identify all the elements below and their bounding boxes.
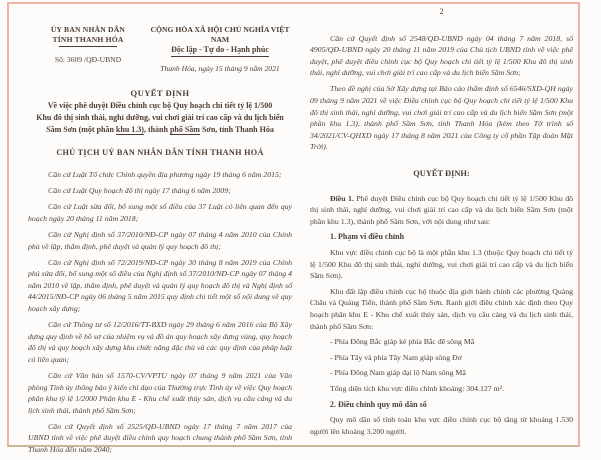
recital-paragraph: Theo đề nghị của Sở Xây dựng tại Báo cáo thẩm định số 6546/SXD-QH ngày 09 tháng 9 năm 2021 về việc Điều chỉnh cục bộ Quy hoạch chi tiết tỷ lệ 1/500 Khu đô thị sinh thái, nghỉ dưỡng, vui chơi giải trí cao cấp và du lịch biển Sầm Sơn (một phần khu 1.3), thành phố Sầm Sơn, tỉnh Thanh Hóa (kèm theo Tờ trình số 34/2021/CV-QHXD ngày 17 tháng 8 năm 2021 của Công ty cổ phần Tập đoàn Mặt Trời). <box>310 84 573 152</box>
page-number: 2 <box>439 7 444 16</box>
document-page-2 <box>310 6 573 441</box>
document-number: Số: 3609 /QĐ-UBND <box>54 55 122 64</box>
document-page-1 <box>28 25 292 460</box>
decision-title-block <box>28 87 292 136</box>
recital-paragraph: Căn cứ Luật Tổ chức Chính quyền địa phương ngày 19 tháng 6 năm 2015; <box>48 170 282 180</box>
section-1-paragraph: Khu vực điều chỉnh cục bộ là một phần khu 1.3 (thuộc Quy hoạch chi tiết tỷ lệ 1/500 Khu đô thị sinh thái, nghỉ dưỡng, vui chơi giải trí cao cấp và du lịch biển Sầm Sơn). <box>310 248 573 281</box>
boundary-item: - Phía Đông Bắc giáp kè phía Bắc đê sông Mã <box>330 337 475 347</box>
issuer-name-line2: TỈNH THANH HÓA <box>28 35 148 47</box>
recital-paragraph: Căn cứ Văn bản số 1570-CV/VPTU ngày 07 tháng 9 năm 2021 của Văn phòng Tỉnh ủy thông báo ý kiến chỉ đạo của Thường trực Tỉnh ủy về việc Quy hoạch phân khu tỷ lệ 1/2000 Phân khu E - Khu chế xuất thủy sản, dịch vụ cầu cảng và du lịch sinh thái, thành phố Sầm Sơn; <box>28 371 292 415</box>
issuing-official-title: CHỦ TỊCH UỶ BAN NHÂN DÂN TỈNH THANH HOÁ <box>56 147 264 157</box>
document-header <box>28 25 292 74</box>
article-1-label: Điều 1. <box>330 193 354 203</box>
national-header-block <box>148 25 292 74</box>
recital-paragraph: Căn cứ Nghị định số 72/2019/NĐ-CP ngày 30 tháng 8 năm 2019 của Chính phủ sửa đổi, bổ sung một số điều của Nghị định số 37/2010/NĐ-CP ngày 07 tháng 4 năm 2010 về lập, thẩm định, phê duyệt và quản lý quy hoạch đô thị và Nghị định số 44/2015/NĐ-CP ngày 06 tháng 5 năm 2015 quy định chi tiết một số nội dung về quy hoạch xây dựng; <box>28 257 292 314</box>
recital-paragraph: Căn cứ Luật Quy hoạch đô thị ngày 17 tháng 6 năm 2009; <box>48 186 231 196</box>
article-1-text: Phê duyệt Điều chỉnh cục bộ Quy hoạch chi tiết tỷ lệ 1/500 Khu đô thị sinh thái, nghỉ dưỡng, vui chơi giải trí cao cấp và du lịch biển Sầm Sơn (một phần khu 1.3), thành phố Sầm Sơn, với nội dung như sau: <box>310 193 573 226</box>
decision-heading: QUYẾT ĐỊNH: <box>413 169 470 179</box>
place-dateline: Thanh Hóa, ngày 15 tháng 9 năm 2021 <box>160 63 280 73</box>
document-type: QUYẾT ĐỊNH <box>130 87 190 98</box>
title-line-4-part: , thành <box>143 124 170 134</box>
section-2-paragraph: Quy mô dân số tính toán khu vực điều chỉnh cục bộ tăng từ khoảng 1.530 người lên khoảng 3.200 người. <box>310 415 573 436</box>
recital-paragraph: Căn cứ Quyết định số 2525/QĐ-UBND ngày 17 tháng 7 năm 2017 của UBND tỉnh về việc phê duyệt điều chỉnh quy hoạch chung thành phố Sầm Sơn, tỉnh Thanh Hóa đến năm 2040; <box>28 421 292 455</box>
title-line-4-part: Sơn, tỉnh Thanh Hóa <box>199 124 274 134</box>
national-name: CỘNG HÒA XÃ HỘI CHỦ NGHĨA VIỆT NAM <box>150 25 290 44</box>
title-line-3: Khu đô thị sinh thái, nghỉ dưỡng, vui chơi giải trí cao cấp và du lịch biển <box>36 112 284 122</box>
recital-paragraph: Căn cứ Quyết định số 2548/QĐ-UBND ngày 04 tháng 7 năm 2018, số 4905/QĐ-UBND ngày 20 tháng 11 năm 2019 của Chủ tịch UBND tỉnh về việc phê duyệt, phê duyệt điều chỉnh cục bộ Quy hoạch chi tiết tỷ lệ 1/500 Khu đô thị sinh thái, nghỉ dưỡng, vui chơi giải trí cao cấp và du lịch biển Sầm Sơn; <box>310 33 573 78</box>
national-motto: Độc lập - Tự do - Hạnh phúc <box>171 45 269 57</box>
boundary-item: - Phía Đông Nam giáp đại lộ Nam sông Mã <box>330 368 466 378</box>
recital-paragraph: Căn cứ Thông tư số 12/2016/TT-BXD ngày 29 tháng 6 năm 2016 của Bộ Xây dựng quy định về hồ sơ của nhiệm vụ và đồ án quy hoạch xây dựng vùng, quy hoạch đô thị và quy hoạch xây dựng khu chức năng đặc thù và các quy định của pháp luật có liên quan; <box>28 320 292 364</box>
section-2-heading: 2. Điều chỉnh quy mô dân số <box>330 399 427 409</box>
issuing-authority-block <box>28 25 148 74</box>
article-1-paragraph <box>310 193 573 228</box>
issuer-name-line1: ỦY BAN NHÂN DÂN <box>50 25 126 34</box>
national-motto-line <box>148 45 292 57</box>
total-area-line: Tổng diện tích khu vực điều chỉnh khoảng: 304.127 m². <box>330 383 504 393</box>
section-1-heading: 1. Phạm vi điều chỉnh <box>330 232 405 242</box>
title-line-4-underlined: khu 1.3) <box>115 124 144 134</box>
recital-paragraph: Căn cứ Luật sửa đổi, bổ sung một số điều của 37 Luật có liên quan đến quy hoạch ngày 20 tháng 11 năm 2018; <box>28 202 292 223</box>
recital-paragraph: Căn cứ Nghị định số 37/2010/NĐ-CP ngày 07 tháng 4 năm 2010 của Chính phủ về lập, thẩm định, phê duyệt và quản lý quy hoạch đô thị; <box>28 229 292 251</box>
title-line-4 <box>28 124 292 136</box>
title-line-2: Về việc phê duyệt Điều chỉnh cục bộ Quy hoạch chi tiết tỷ lệ 1/500 <box>47 100 273 110</box>
title-line-4-underlined: phố Sầm <box>169 124 200 134</box>
boundary-item: - Phía Tây và phía Tây Nam giáp sông Đơ <box>330 352 462 362</box>
section-1-paragraph: Khu đất lập điều chỉnh cục bộ thuộc địa giới hành chính các phường Quảng Châu và Quảng Tiến, thành phố Sầm Sơn. Ranh giới điều chỉnh xác định theo Quy hoạch phân khu E - Khu chế xuất thủy sản, dịch vụ cầu cảng và du lịch sinh thái, thành phố Sầm Sơn: <box>310 286 573 331</box>
title-line-4-part: Sầm Sơn (một phần <box>46 124 116 134</box>
